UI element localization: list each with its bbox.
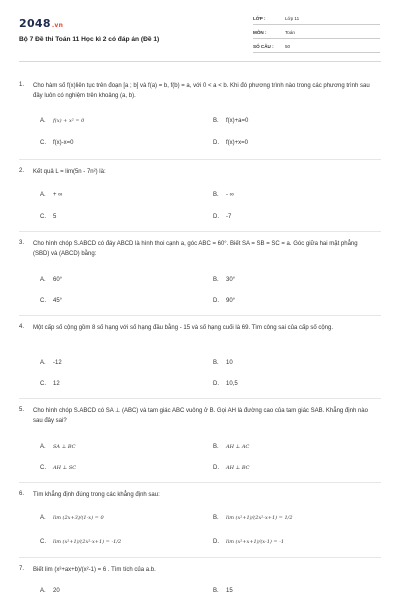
- question-number: 7.: [19, 566, 25, 572]
- option-text: 15: [226, 588, 233, 594]
- question-stem: Cho hình chóp S.ABCD có đáy ABCD là hình thoi cạnh a, góc ABC = 60°. Biết SA = SB = SC = a. Góc giữa hai mặt phẳng (SBD) và (ABCD) bằng:: [33, 241, 358, 257]
- option-text: f(x)+a=0: [226, 118, 249, 124]
- option-key: D.: [213, 539, 219, 545]
- option-text: 12: [53, 381, 60, 387]
- option-text: 60°: [53, 277, 63, 283]
- option-c[interactable]: [40, 298, 62, 304]
- question-number: 5.: [19, 407, 25, 413]
- option-text: 45°: [53, 298, 63, 304]
- option-text: AH ⊥ AC: [226, 444, 250, 450]
- option-text: 90°: [226, 298, 236, 304]
- option-a[interactable]: [40, 515, 104, 521]
- option-key: A.: [40, 515, 46, 521]
- question-stem: Biết lim (x²+ax+b)/(x²-1) = 6 . Tìm tích của a.b.: [33, 567, 156, 573]
- option-key: C.: [40, 298, 46, 304]
- option-text: -7: [226, 214, 232, 220]
- option-key: C.: [40, 465, 46, 471]
- meta-value: Lớp 11: [285, 16, 300, 21]
- question-stem: Kết quả L = lim(5n - 7n²) là:: [33, 169, 106, 175]
- question-stem: Cho hình chóp S.ABCD có SA ⊥ (ABC) và tam giác ABC vuông ở B. Gọi AH là đường cao của tam giác SAB. Khẳng định nào sau đây sai?: [33, 408, 368, 424]
- option-c[interactable]: [40, 214, 56, 220]
- question-divider: [19, 482, 381, 483]
- option-text: 5: [53, 214, 57, 220]
- option-a[interactable]: [40, 360, 62, 366]
- option-a[interactable]: [40, 192, 62, 198]
- option-key: C.: [40, 140, 46, 146]
- option-key: A.: [40, 277, 46, 283]
- logo-text: 2048: [19, 17, 51, 30]
- meta-value: 50: [285, 44, 291, 49]
- option-d[interactable]: [213, 539, 284, 545]
- option-text: SA ⊥ BC: [53, 444, 76, 450]
- option-key: A.: [40, 588, 46, 594]
- meta-value: Toán: [285, 30, 295, 35]
- option-text: lim (x²+x+1)/(x-1) = -1: [226, 539, 285, 545]
- meta-table: [253, 14, 380, 56]
- option-key: B.: [213, 118, 219, 124]
- option-key: A.: [40, 118, 46, 124]
- option-text: 10,5: [226, 381, 238, 387]
- option-text: 20: [53, 588, 60, 594]
- option-text: f(x)+x=0: [226, 140, 249, 146]
- option-key: C.: [40, 381, 46, 387]
- document-header: [0, 0, 400, 60]
- option-key: D.: [213, 381, 219, 387]
- meta-row-count: [253, 42, 380, 53]
- option-key: B.: [213, 588, 219, 594]
- option-d[interactable]: [213, 140, 248, 146]
- option-key: A.: [40, 360, 46, 366]
- option-d[interactable]: [213, 298, 235, 304]
- logo-suffix: .vn: [51, 22, 64, 29]
- option-c[interactable]: [40, 539, 121, 545]
- question-divider: [19, 231, 381, 232]
- question-number: 6.: [19, 491, 25, 497]
- option-text: f(x) + x² = 0: [53, 118, 85, 124]
- option-b[interactable]: [213, 588, 233, 594]
- question-number: 1.: [19, 82, 25, 88]
- meta-label: MÔN :: [253, 30, 267, 35]
- option-key: A.: [40, 444, 46, 450]
- question-stem: Một cấp số cộng gồm 8 số hạng với số hạng đầu bằng - 15 và số hạng cuối là 69. Tìm công sai của cấp số cộng.: [33, 325, 334, 331]
- option-c[interactable]: [40, 465, 76, 471]
- question-number: 4.: [19, 324, 25, 330]
- option-key: D.: [213, 214, 219, 220]
- option-b[interactable]: [213, 360, 233, 366]
- option-b[interactable]: [213, 118, 248, 124]
- option-d[interactable]: [213, 381, 238, 387]
- question-stem: Tìm khẳng định đúng trong các khẳng định sau:: [33, 492, 160, 498]
- option-text: 10: [226, 360, 233, 366]
- option-c[interactable]: [40, 381, 60, 387]
- option-key: B.: [213, 192, 219, 198]
- option-text: - ∞: [226, 192, 234, 198]
- option-key: B.: [213, 277, 219, 283]
- option-key: D.: [213, 140, 219, 146]
- option-text: AH ⊥ BC: [226, 465, 250, 471]
- option-c[interactable]: [40, 140, 74, 146]
- question-number: 2.: [19, 168, 25, 174]
- site-logo[interactable]: [19, 17, 63, 30]
- option-a[interactable]: [40, 118, 84, 124]
- option-a[interactable]: [40, 588, 60, 594]
- option-a[interactable]: [40, 277, 62, 283]
- question-divider: [19, 557, 381, 558]
- option-b[interactable]: [213, 444, 249, 450]
- option-b[interactable]: [213, 277, 235, 283]
- option-b[interactable]: [213, 192, 234, 198]
- meta-label: LỚP :: [253, 16, 266, 21]
- option-key: C.: [40, 539, 46, 545]
- option-text: AH ⊥ SC: [53, 465, 77, 471]
- option-key: A.: [40, 192, 46, 198]
- document-title: Bộ 7 Đề thi Toán 11 Học kì 2 có đáp án (Đề 1): [19, 36, 160, 43]
- meta-row-class: [253, 14, 380, 25]
- meta-row-subject: [253, 28, 380, 39]
- header-divider: [19, 61, 381, 62]
- option-key: B.: [213, 515, 219, 521]
- question-divider: [19, 398, 381, 399]
- option-text: lim (2x+3)/(1-x) = 0: [53, 515, 104, 521]
- option-text: -12: [53, 360, 62, 366]
- question-divider: [19, 315, 381, 316]
- option-d[interactable]: [213, 465, 249, 471]
- option-d[interactable]: [213, 214, 231, 220]
- option-b[interactable]: [213, 515, 293, 521]
- option-text: lim (x²+1)/(2x²-x+1) = -1/2: [53, 539, 122, 545]
- option-text: lim (x²+1)/(2x²-x+1) = 1/2: [226, 515, 293, 521]
- question-number: 3.: [19, 240, 25, 246]
- question-stem: Cho hàm số f(x)liên tục trên đoạn [a ; b] và f(a) = b, f(b) = a, với 0 < a < b. Khi đó phương trình nào trong các phương trình sau đây luôn có nghiệm trên khoảng (a, b).: [33, 83, 370, 99]
- meta-label: SỐ CÂU :: [253, 44, 274, 49]
- option-key: B.: [213, 360, 219, 366]
- option-text: + ∞: [53, 192, 63, 198]
- option-a[interactable]: [40, 444, 76, 450]
- option-key: B.: [213, 444, 219, 450]
- option-key: C.: [40, 214, 46, 220]
- option-text: 30°: [226, 277, 236, 283]
- option-text: f(x)-x=0: [53, 140, 74, 146]
- question-divider: [19, 159, 381, 160]
- option-key: D.: [213, 298, 219, 304]
- option-key: D.: [213, 465, 219, 471]
